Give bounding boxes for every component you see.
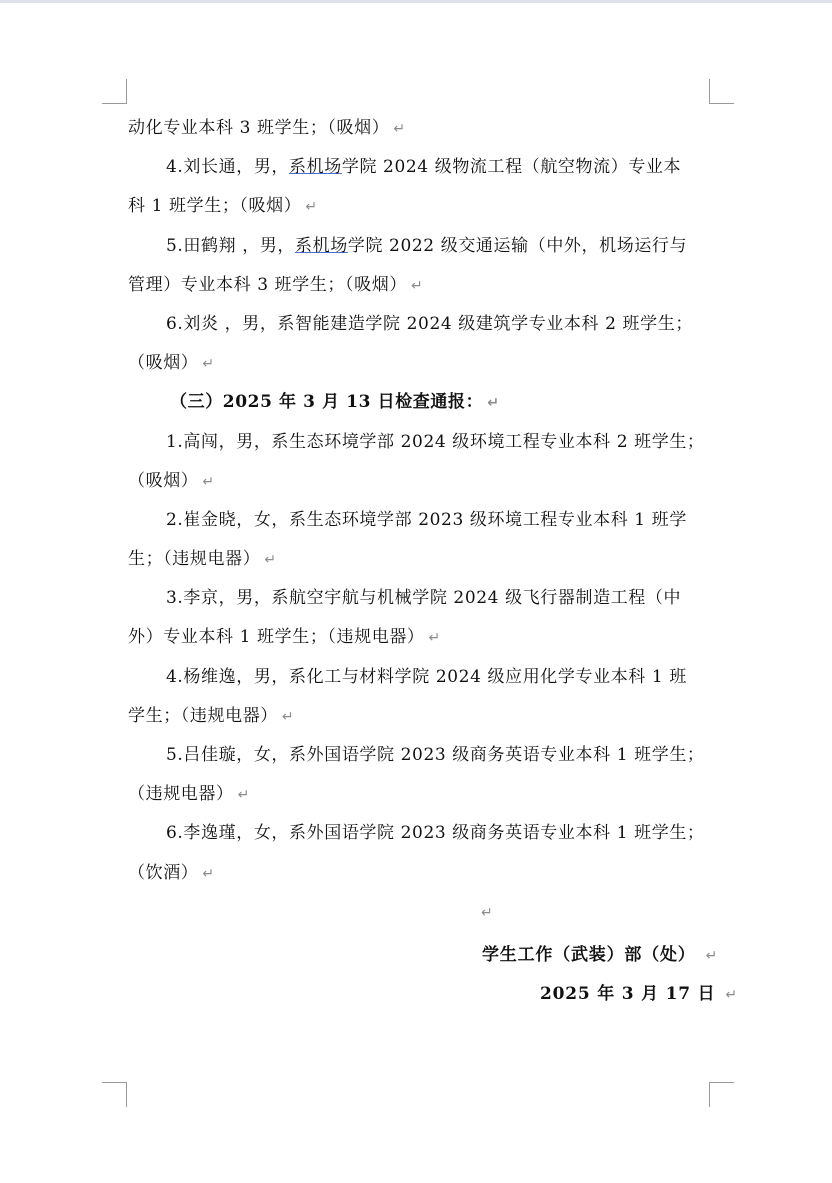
paragraph-mark-icon: ↵ xyxy=(264,552,277,569)
margin-corner-top-right xyxy=(709,79,734,104)
paragraph-mark-icon: ↵ xyxy=(393,121,406,137)
text-line: 管理）专业本科 3 班学生；（吸烟） ↵ xyxy=(128,274,424,295)
paragraph-mark-icon: ↵ xyxy=(705,948,719,964)
text-line: 6.李逸瑾，女，系外国语学院 2023 级商务英语专业本科 1 班学生； xyxy=(166,823,705,844)
signature-date: 2025 年 3 月 17 日 ↵ xyxy=(540,984,738,1004)
signature-department: 学生工作（武装）部（处） ↵ xyxy=(482,945,719,965)
paragraph-mark-icon: ↵ xyxy=(281,708,295,725)
text-line: （吸烟） ↵ xyxy=(128,470,215,491)
text-line: 3.李京，男，系航空宇航与机械学院 2024 级飞行器制造工程（中 xyxy=(166,588,682,609)
text-line: 科 1 班学生；（吸烟） ↵ xyxy=(128,196,318,217)
paragraph-mark-icon: ↵ xyxy=(202,473,215,490)
text-line: （违规电器） ↵ xyxy=(128,784,250,805)
margin-corner-top-left xyxy=(102,79,127,104)
paragraph-mark-icon: ↵ xyxy=(202,865,215,882)
text-line: （吸烟） ↵ xyxy=(128,353,215,374)
text-line: 外）专业本科 1 班学生；（违规电器） ↵ xyxy=(128,627,441,648)
text-line: 生；（违规电器） ↵ xyxy=(128,549,277,570)
text-line: 学生；（违规电器） ↵ xyxy=(128,705,295,726)
margin-corner-bottom-left xyxy=(102,1082,127,1107)
text-line: 6.刘炎 ，男，系智能建造学院 2024 级建筑学专业本科 2 班学生； xyxy=(166,313,693,334)
paragraph-mark-icon: ↵ xyxy=(428,630,441,647)
text-line: 4.刘长通，男，系机场学院 2024 级物流工程（航空物流）专业本 xyxy=(166,157,682,178)
paragraph-mark-icon: ↵ xyxy=(410,277,424,294)
paragraph-mark-icon: ↵ xyxy=(305,199,318,216)
document-body xyxy=(128,113,732,897)
paragraph-mark-icon: ↵ xyxy=(725,987,738,1003)
section-heading: （三）2025 年 3 月 13 日检查通报： ↵ xyxy=(170,392,500,413)
paragraph-mark-icon: ↵ xyxy=(237,787,250,804)
text-line: 动化专业本科 3 班学生；（吸烟） ↵ xyxy=(128,118,406,138)
paragraph-mark-icon: ↵ xyxy=(202,356,215,373)
text-line: 1.高闯，男，系生态环境学部 2024 级环境工程专业本科 2 班学生； xyxy=(166,431,705,452)
spellcheck-underlined-text: 系机场 xyxy=(295,235,348,256)
text-line: 2.崔金晓，女，系生态环境学部 2023 级环境工程专业本科 1 班学 xyxy=(166,509,687,530)
spellcheck-underlined-text: 系机场 xyxy=(289,157,342,178)
paragraph-mark-icon: ↵ xyxy=(481,905,493,921)
text-line: 4.杨维逸，男，系化工与材料学院 2024 级应用化学专业本科 1 班 xyxy=(166,666,687,687)
text-line: （饮酒） ↵ xyxy=(128,862,215,883)
paragraph-mark-icon: ↵ xyxy=(487,395,500,412)
margin-corner-bottom-right xyxy=(709,1082,734,1107)
text-line: 5.田鹤翔 ，男，系机场学院 2022 级交通运输（中外，机场运行与 xyxy=(166,235,688,256)
text-line: 5.吕佳璇，女，系外国语学院 2023 级商务英语专业本科 1 班学生； xyxy=(166,745,705,765)
